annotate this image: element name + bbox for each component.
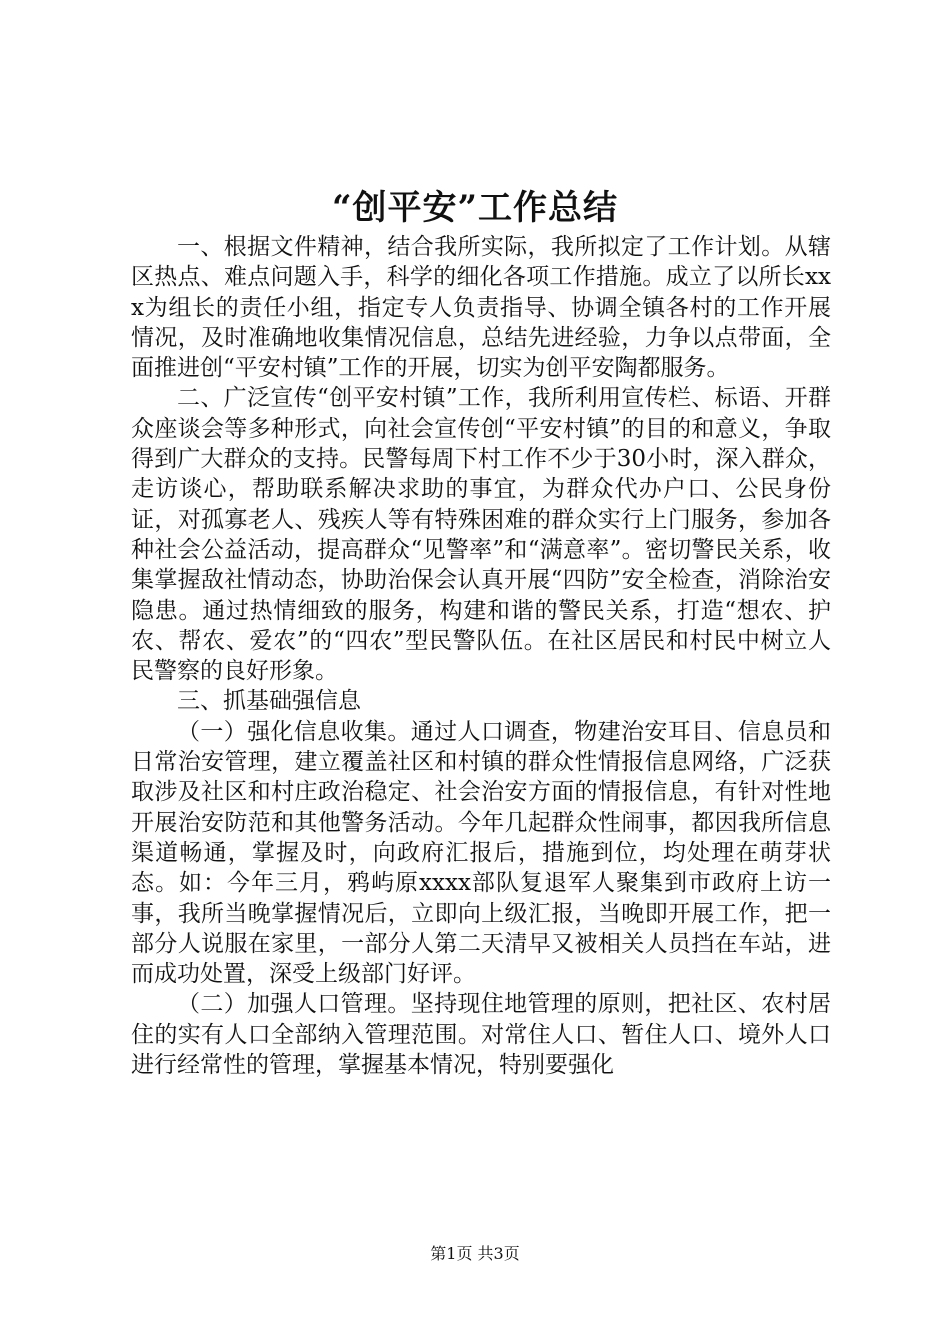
page-footer: 第1页 共3页 [430,1244,520,1263]
document-title: “创平安”工作总结 [331,188,619,228]
section-heading-3: 三、抓基础强信息 [177,688,361,715]
paragraph-3-2: （二）加强人口管理。坚持现住地管理的原则，把社区、农村居住的实有人口全部纳入管理范围。对常住人口、暂住人口、境外人口进行经常性的管理，掌握基本情况，特别要强化 [131,991,831,1079]
paragraph-3-1: （一）强化信息收集。通过人口调查，物建治安耳目、信息员和日常治安管理，建立覆盖社区和村镇的群众性情报信息网络，广泛获取涉及社区和村庄政治稳定、社会治安方面的情报信息，有针对性地开展治安防范和其他警务活动。今年几起群众性闹事，都因我所信息渠道畅通，掌握及时，向政府汇报后，措施到位，均处理在萌芽状态。如：今年三月，鸦屿原xxxx部队复退军人聚集到市政府上访一事，我所当晚掌握情况后，立即向上级汇报，当晚即开展工作，把一部分人说服在家里，一部分人第二天清早又被相关人员挡在车站，进而成功处置，深受上级部门好评。 [131,718,831,988]
paragraph-1: 一、根据文件精神，结合我所实际，我所拟定了工作计划。从辖区热点、难点问题入手，科学的细化各项工作措施。成立了以所长xxx为组长的责任小组，指定专人负责指导、协调全镇各村的工作开展情况，及时准确地收集情况信息，总结先进经验，力争以点带面，全面推进创“平安村镇”工作的开展，切实为创平安陶都服务。 [131,234,831,382]
paragraph-2: 二、广泛宣传“创平安村镇”工作，我所利用宣传栏、标语、开群众座谈会等多种形式，向社会宣传创“平安村镇”的目的和意义，争取得到广大群众的支持。民警每周下村工作不少于30小时，深入群众，走访谈心，帮助联系解决求助的事宜，为群众代办户口、公民身份证，对孤寡老人、残疾人等有特殊困难的群众实行上门服务，参加各种社会公益活动，提高群众“见警率”和“满意率”。密切警民关系，收集掌握敌社情动态，协助治保会认真开展“四防”安全检查，消除治安隐患。通过热情细致的服务，构建和谐的警民关系，打造“想农、护农、帮农、爱农”的“四农”型民警队伍。在社区居民和村民中树立人民警察的良好形象。 [131,385,831,685]
document-body [131,232,831,1080]
